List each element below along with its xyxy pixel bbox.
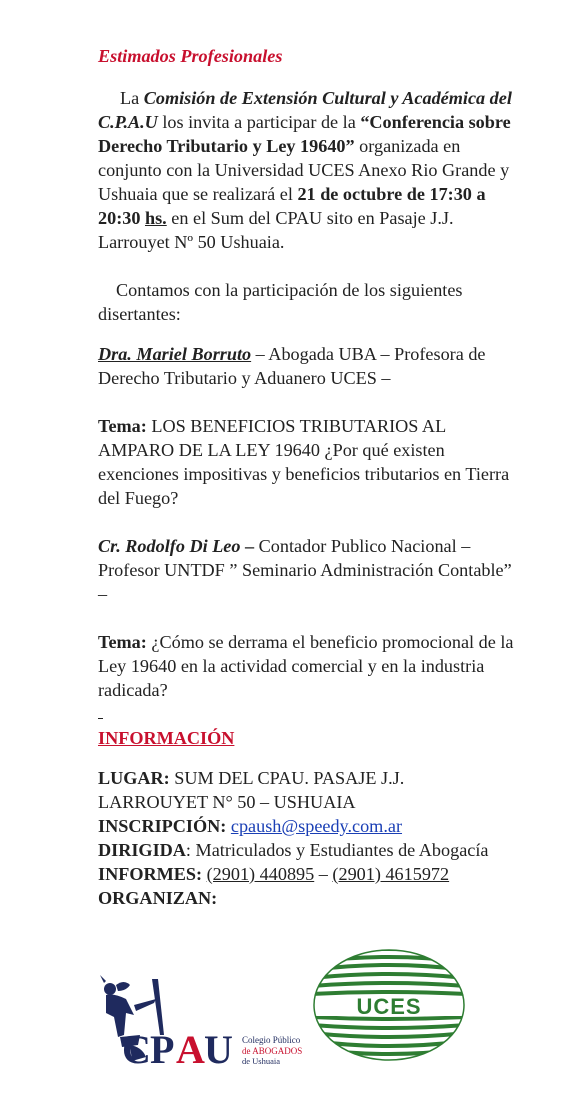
organizan-line — [98, 886, 518, 910]
underline-mark — [98, 718, 103, 719]
lugar-label: LUGAR: — [98, 768, 170, 788]
cpau-logo — [96, 975, 316, 1070]
speaker-1-desc: – Abogada UBA – Profesora de Derecho Tributario y Aduanero UCES – — [98, 344, 486, 388]
speaker-2-desc: Contador Publico Nacional – Profesor UNTDF ” Seminario Administración Contable” – — [98, 536, 512, 604]
conference-title: “Conferencia sobre Derecho Tributario y Ley 19640” — [98, 112, 511, 156]
svg-text:P: P — [150, 1027, 175, 1070]
tema-2-text: ¿Cómo se derrama el beneficio promocional de la Ley 19640 en la actividad comercial y en la industria radicada? — [98, 632, 514, 700]
inscripcion-email-link[interactable]: cpaush@speedy.com.ar — [230, 816, 403, 836]
phone-1[interactable]: (2901) 440895 — [206, 864, 315, 884]
speaker-2: Cr. Rodolfo Di Leo – Contador Publico Nacional – Profesor UNTDF ” Seminario Administración Contable” – — [98, 536, 512, 604]
informes-line: INFORMES: (2901) 440895 – (2901) 4615972 — [98, 864, 450, 884]
informes-label: INFORMES: — [98, 864, 203, 884]
tema-1 — [98, 414, 518, 510]
svg-text:A: A — [176, 1027, 205, 1070]
inscripcion-line — [98, 814, 518, 838]
info-block — [98, 766, 518, 910]
uces-logo — [312, 948, 466, 1063]
svg-text:C: C — [122, 1027, 151, 1070]
lugar-line — [98, 766, 518, 814]
event-hs: hs. — [144, 208, 167, 228]
greeting: Estimados Profesionales — [98, 46, 283, 66]
speaker-1 — [98, 342, 518, 390]
speaker-1-name: Dra. Mariel Borruto — [98, 344, 252, 364]
speaker-2-name: Cr. Rodolfo Di Leo — [98, 536, 241, 556]
dirigida-line — [98, 838, 518, 862]
svg-text:de ABOGADOS: de ABOGADOS — [242, 1046, 303, 1056]
organizan-label: ORGANIZAN: — [98, 888, 218, 908]
tema-2 — [98, 630, 518, 702]
tema-1-label: Tema: — [98, 416, 147, 436]
tema-2-label: Tema: — [98, 632, 147, 652]
svg-text:Colegio Público: Colegio Público — [242, 1035, 301, 1045]
tema-1-text: LOS BENEFICIOS TRIBUTARIOS AL AMPARO DE LA LEY 19640 ¿Por qué existen exenciones impositivas y beneficios tributarios en Tierra del Fuego? — [98, 416, 510, 508]
comision-name: Comisión de Extensión Cultural y Académica del C.P.A.U — [98, 88, 512, 132]
svg-text:U: U — [204, 1027, 233, 1070]
dirigida-value: : Matriculados y Estudiantes de Abogacía — [185, 840, 489, 860]
inscripcion-label: INSCRIPCIÓN: — [98, 816, 227, 836]
info-heading: INFORMACIÓN — [98, 728, 235, 748]
svg-text:de Ushuaia: de Ushuaia — [242, 1056, 281, 1066]
lugar-value: SUM DEL CPAU. PASAJE J.J. LARROUYET N° 50 – USHUAIA — [98, 768, 405, 812]
intro-paragraph: La Comisión de Extensión Cultural y Académica del C.P.A.U los invita a participar de la “Conferencia sobre Derecho Tributario y Ley 19640” organizada en conjunto con la Universidad UCES Anexo Rio Grande y Ushuaia que se realizará el 21 de octubre de 17:30 a 20:30 hs. en el Sum del CPAU sito en Pasaje J.J. Larrouyet Nº 50 Ushuaia. — [98, 88, 512, 252]
svg-text:UCES: UCES — [356, 994, 422, 1019]
dirigida-label: DIRIGIDA — [98, 840, 186, 860]
phone-2[interactable]: (2901) 4615972 — [332, 864, 450, 884]
speakers-intro: Contamos con la participación de los siguientes disertantes: — [98, 280, 463, 324]
event-date: 21 de octubre de 17:30 a 20:30 — [98, 184, 486, 228]
